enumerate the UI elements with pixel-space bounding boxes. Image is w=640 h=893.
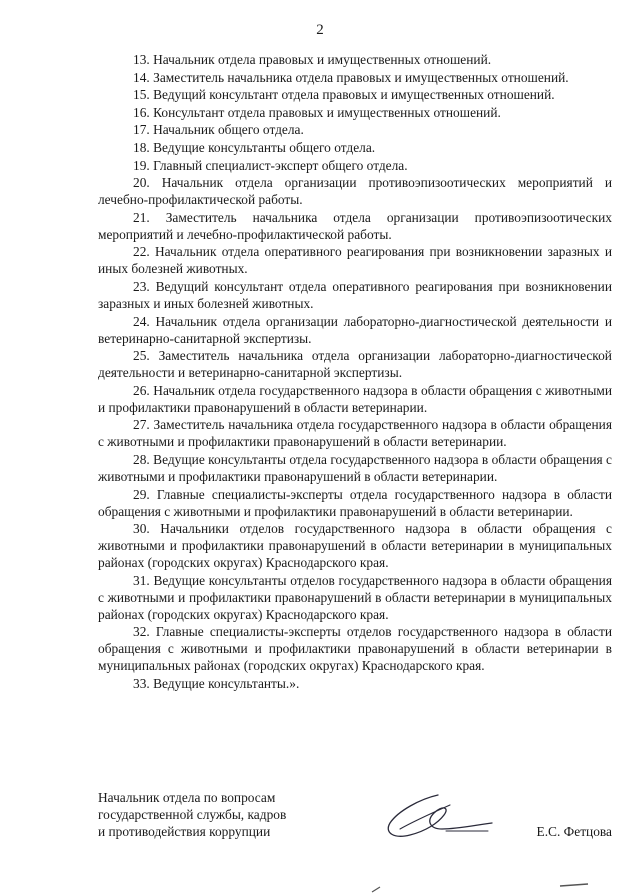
list-item-text: Заместитель начальника отдела организации противоэпизоотических мероприятий и лечебно-профилактической работы. <box>98 209 612 242</box>
list-item <box>98 520 612 571</box>
list-item-text: Консультант отдела правовых и имущественных отношений. <box>153 104 501 120</box>
list-item-number: 14. <box>133 69 150 85</box>
list-item-number: 27. <box>133 417 150 433</box>
list-item <box>98 157 612 174</box>
list-item-text: Главные специалисты-эксперты отдела государственного надзора в области обращения с животными и профилактики правонарушений в области ветеринарии. <box>98 486 612 519</box>
list-item <box>98 104 612 121</box>
list-item-number: 15. <box>133 87 150 103</box>
list-item-text: Заместитель начальника отдела правовых и имущественных отношений. <box>153 69 569 85</box>
list-item-number: 22. <box>133 244 150 260</box>
list-item-number: 25. <box>133 348 150 364</box>
list-item <box>98 139 612 156</box>
handwritten-signature <box>380 785 500 845</box>
position-list <box>98 51 612 692</box>
list-item <box>98 347 612 381</box>
signatory-position-line: государственной службы, кадров <box>98 807 287 822</box>
list-item-number: 16. <box>133 104 150 120</box>
list-item-text: Ведущие консультанты отделов государственного надзора в области обращения с животными и профилактики правонарушений в области ветеринарии в муниципальных районах (городских округах) Краснодарского края. <box>98 572 612 622</box>
list-item-text: Ведущие консультанты общего отдела. <box>153 139 376 155</box>
list-item-number: 20. <box>133 175 150 191</box>
list-item <box>98 313 612 347</box>
signatory-position-line: и противодействия коррупции <box>98 824 271 839</box>
list-item-number: 30. <box>133 521 150 537</box>
list-item-number: 19. <box>133 157 150 173</box>
list-item <box>98 69 612 86</box>
list-item-text: Начальник отдела организации лабораторно-диагностической деятельности и ветеринарно-санитарной экспертизы. <box>98 313 612 346</box>
list-item-text: Начальник общего отдела. <box>153 122 304 138</box>
list-item-text: Ведущие консультанты отдела государственного надзора в области обращения с животными и профилактики правонарушений в области ветеринарии. <box>98 451 612 484</box>
list-item-number: 29. <box>133 486 150 502</box>
list-item-number: 33. <box>133 675 150 691</box>
list-item <box>98 278 612 312</box>
list-item <box>98 675 612 692</box>
page-number: 2 <box>316 22 324 38</box>
list-item-text: Начальник отдела правовых и имущественных отношений. <box>153 52 492 67</box>
signatory-position <box>98 789 358 840</box>
list-item-text: Ведущий консультант отдела оперативного реагирования при возникновении заразных и иных болезней животных. <box>98 278 612 311</box>
list-item-number: 32. <box>133 624 150 640</box>
list-item <box>98 382 612 416</box>
list-item <box>98 51 612 68</box>
signatory-position-line: Начальник отдела по вопросам <box>98 790 276 805</box>
list-item-number: 24. <box>133 313 150 329</box>
list-item-number: 31. <box>133 572 150 588</box>
list-item-number: 13. <box>133 52 150 67</box>
list-item-number: 18. <box>133 139 150 155</box>
list-item-text: Ведущие консультанты.». <box>153 675 300 691</box>
list-item <box>98 174 612 208</box>
list-item <box>98 486 612 520</box>
list-item-text: Начальник отдела оперативного реагирования при возникновении заразных и иных болезней животных. <box>98 244 612 277</box>
list-item <box>98 572 612 623</box>
list-item <box>98 121 612 138</box>
list-item-text: Начальник отдела организации противоэпизоотических мероприятий и лечебно-профилактической работы. <box>98 175 612 208</box>
list-item-number: 21. <box>133 209 150 225</box>
list-item-text: Главный специалист-эксперт общего отдела. <box>153 157 408 173</box>
list-item <box>98 623 612 674</box>
list-item-text: Заместитель начальника отдела организации лабораторно-диагностической деятельности и ветеринарно-санитарной экспертизы. <box>98 348 612 381</box>
list-item-text: Ведущий консультант отдела правовых и имущественных отношений. <box>153 87 555 103</box>
list-item-text: Начальники отделов государственного надзора в области обращения с животными и профилактики правонарушений в области ветеринарии в муниципальных районах (городских округах) Краснодарского края. <box>98 521 612 571</box>
list-item <box>98 243 612 277</box>
list-item <box>98 416 612 450</box>
list-item-text: Главные специалисты-эксперты отделов государственного надзора в области обращения с животными и профилактики правонарушений в области ветеринарии в муниципальных районах (городских округах) Краснодарского края. <box>98 624 612 674</box>
list-item-text: Начальник отдела государственного надзора в области обращения с животными и профилактики правонарушений в области ветеринарии. <box>98 382 612 415</box>
list-item <box>98 209 612 243</box>
list-item-text: Заместитель начальника отдела государственного надзора в области обращения с животными и профилактики правонарушений в области ветеринарии. <box>98 417 612 450</box>
list-item-number: 28. <box>133 451 150 467</box>
list-item <box>98 86 612 103</box>
scan-artifacts <box>0 878 640 893</box>
list-item-number: 23. <box>133 278 150 294</box>
signature-block <box>98 789 612 869</box>
list-item-number: 17. <box>133 122 150 138</box>
signatory-name: Е.С. Фетцова <box>536 824 612 839</box>
list-item-number: 26. <box>133 382 150 398</box>
list-item <box>98 451 612 485</box>
